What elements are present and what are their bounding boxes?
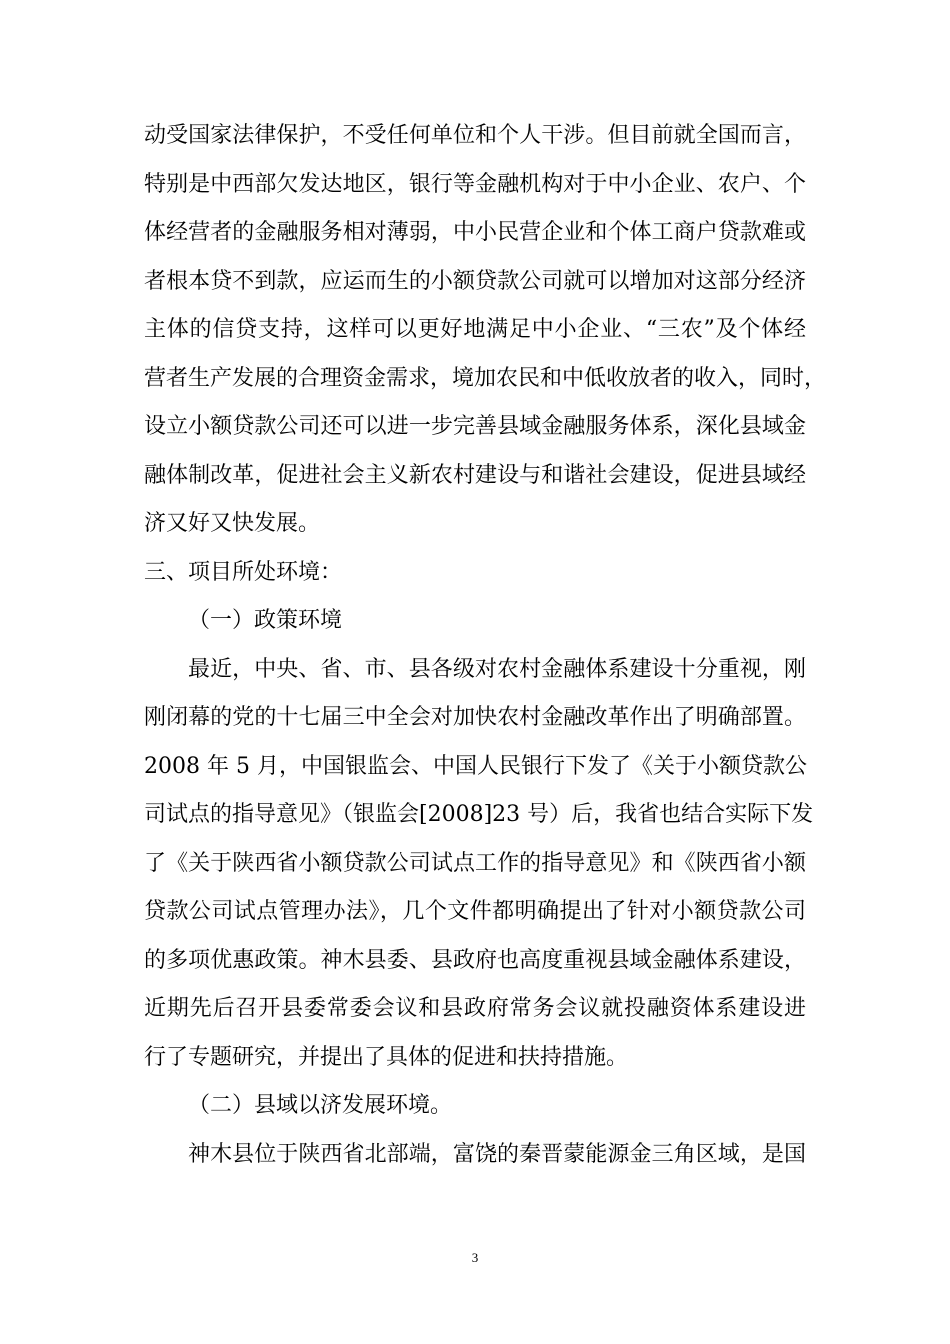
document-body (144, 112, 827, 1179)
text-line: 行了专题研究，并提出了具体的促进和扶持措施。 (144, 1044, 629, 1070)
page-number: 3 (471, 1250, 479, 1265)
text-line: 营者生产发展的合理资金需求，境加农民和中低收放者的收入，同时， (144, 365, 827, 391)
text-line: 主体的信贷支持，这样可以更好地满足中小企业、“三农”及个体经 (144, 317, 806, 342)
text-line: 济又好又快发展。 (144, 511, 321, 536)
subsection-heading: （二）县域以济发展环境。 (188, 1093, 453, 1118)
text-line: 刚闭幕的党的十七届三中全会对加快农村金融改革作出了明确部置。 (144, 705, 806, 730)
text-line: 2008 年 5 月，中国银监会、中国人民银行下发了《关于小额贷款公 (144, 753, 807, 779)
text-line: 融体制改革，促进社会主义新农村建设与和谐社会建设，促进县域经 (144, 462, 806, 488)
text-line: 了《关于陕西省小额贷款公司试点工作的指导意见》和《陕西省小额 (144, 850, 806, 876)
text-line: 动受国家法律保护，不受任何单位和个人干涉。但目前就全国而言， (144, 123, 806, 148)
section-heading: 三、项目所处环境： (144, 559, 343, 585)
text-line: 设立小额贷款公司还可以进一步完善县域金融服务体系，深化县域金 (144, 414, 806, 439)
text-line: 贷款公司试点管理办法》，几个文件都明确提出了针对小额贷款公司 (144, 899, 806, 924)
text-line: 体经营者的金融服务相对薄弱，中小民营企业和个体工商户贷款难或 (144, 220, 806, 245)
text-line: 最近，中央、省、市、县各级对农村金融体系建设十分重视，刚 (188, 656, 806, 682)
text-line: 的多项优惠政策。神木县委、县政府也高度重视县域金融体系建设， (144, 947, 806, 973)
text-line: 近期先后召开县委常委会议和县政府常务会议就投融资体系建设进 (144, 996, 806, 1021)
text-line: 司试点的指导意见》（银监会[2008]23 号）后，我省也结合实际下发 (144, 802, 814, 827)
subsection-heading: （一）政策环境 (188, 608, 343, 633)
text-line: 神木县位于陕西省北部端，富饶的秦晋蒙能源金三角区域，是国 (188, 1141, 806, 1167)
text-line: 特别是中西部欠发达地区，银行等金融机构对于中小企业、农户、个 (144, 171, 806, 197)
text-line: 者根本贷不到款，应运而生的小额贷款公司就可以增加对这部分经济 (144, 268, 806, 294)
